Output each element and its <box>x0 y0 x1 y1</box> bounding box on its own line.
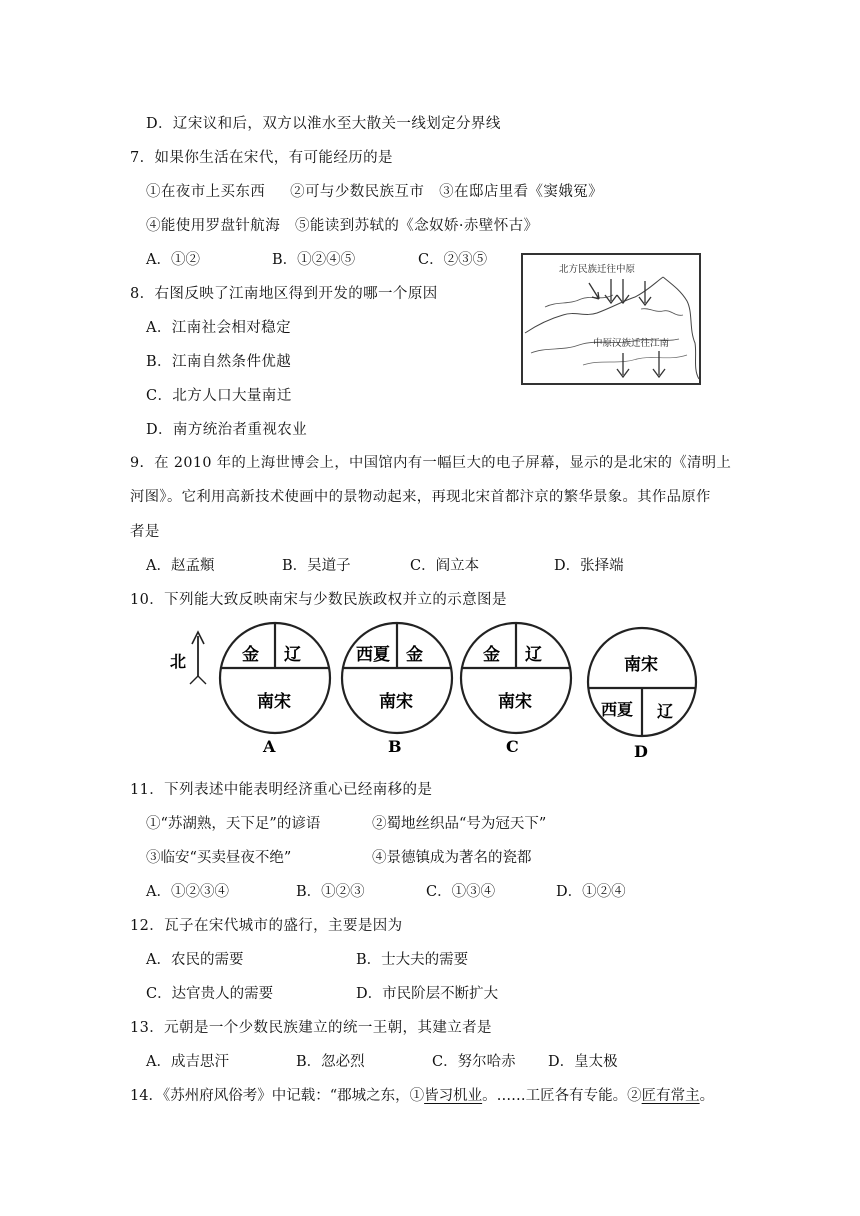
diagram-a-top-right: 辽 <box>284 645 301 665</box>
q14-text-pre: 14．《苏州府风俗考》中记载：“郡城之东，① <box>130 1088 425 1104</box>
regime-diagram <box>160 618 720 758</box>
diagram-b <box>342 623 452 756</box>
q12-option-c: C．达官贵人的需要 <box>146 986 274 1002</box>
diagram-b-top-left: 西夏 <box>356 645 390 665</box>
north-label: 北 <box>170 652 187 671</box>
q10-stem: 10．下列能大致反映南宋与少数民族政权并立的示意图是 <box>130 592 507 608</box>
q12-option-b: B．士大夫的需要 <box>356 952 469 968</box>
diagram-d-bottom-left: 西夏 <box>601 700 634 719</box>
q9-option-a: A．赵孟頫 <box>146 558 215 574</box>
map-south-label: 中原汉族迁往江南 <box>593 338 670 349</box>
diagram-a-bottom: 南宋 <box>257 692 291 712</box>
diagram-b-bottom: 南宋 <box>379 692 413 712</box>
q11-item-1: ①“苏湖熟，天下足”的谚语 <box>146 816 321 832</box>
q14-text-mid: 。……工匠各有专能。② <box>482 1088 642 1104</box>
diagram-a <box>220 623 330 756</box>
q7-items-1: ①在夜市上买东西 ②可与少数民族互市 ③在邸店里看《窦娥冤》 <box>146 184 604 200</box>
q13-stem: 13．元朝是一个少数民族建立的统一王朝，其建立者是 <box>130 1020 492 1036</box>
q12-stem: 12．瓦子在宋代城市的盛行，主要是因为 <box>130 918 403 934</box>
q11-option-a: A．①②③④ <box>146 884 229 900</box>
diagram-a-top-left: 金 <box>242 645 259 665</box>
q8-option-a: A．江南社会相对稳定 <box>146 320 291 336</box>
q9-stem-3: 者是 <box>130 524 160 540</box>
diagram-d <box>588 628 696 758</box>
q6-option-d: D．辽宋议和后，双方以淮水至大散关一线划定分界线 <box>146 116 501 132</box>
q11-option-b: B．①②③ <box>296 884 365 900</box>
q13-option-b: B．忽必烈 <box>296 1054 365 1070</box>
diagram-b-top-right: 金 <box>406 645 423 665</box>
q7-stem: 7．如果你生活在宋代，有可能经历的是 <box>130 150 393 166</box>
q8-option-c: C．北方人口大量南迁 <box>146 388 292 404</box>
q11-stem: 11．下列表述中能表明经济重心已经南移的是 <box>130 782 433 798</box>
q13-option-d: D．皇太极 <box>548 1054 618 1070</box>
q9-option-b: B．吴道子 <box>282 558 351 574</box>
q7-items-2: ④能使用罗盘针航海 ⑤能读到苏轼的《念奴娇·赤壁怀古》 <box>146 218 539 234</box>
q14-stem <box>130 1084 714 1105</box>
q12-option-a: A．农民的需要 <box>146 952 244 968</box>
q9-option-d: D．张择端 <box>554 558 624 574</box>
q7-option-a: A．①② <box>146 252 200 268</box>
diagram-d-bottom-right: 辽 <box>657 702 674 721</box>
diagram-c-top-left: 金 <box>483 645 500 665</box>
q9-stem-2: 河图》。它利用高新技术使画中的景物动起来，再现北宋首都汴京的繁华景象。其作品原作 <box>130 489 711 505</box>
q11-item-3: ③临安“买卖昼夜不绝” <box>146 850 292 866</box>
map-north-label: 北方民族迁往中原 <box>559 264 636 275</box>
q13-option-a: A．成吉思汗 <box>146 1054 229 1070</box>
q14-underline-1: 皆习机业 <box>424 1088 483 1104</box>
q14-text-end: 。 <box>699 1088 715 1104</box>
q14-underline-2: 匠有常主 <box>641 1088 700 1104</box>
q11-item-2: ②蜀地丝织品“号为冠天下” <box>372 816 547 832</box>
north-arrow-icon <box>190 632 206 684</box>
q11-option-c: C．①③④ <box>426 884 496 900</box>
diagram-a-label: A <box>263 737 276 756</box>
q11-item-4: ④景德镇成为著名的瓷都 <box>372 850 532 866</box>
q12-option-d: D．市民阶层不断扩大 <box>356 986 499 1002</box>
migration-map <box>521 253 701 385</box>
q9-stem-1: 9．在 2010 年的上海世博会上，中国馆内有一幅巨大的电子屏幕，显示的是北宋的《清明上 <box>130 455 732 471</box>
q8-option-d: D．南方统治者重视农业 <box>146 422 308 438</box>
diagram-b-label: B <box>388 737 402 756</box>
q13-option-c: C．努尔哈赤 <box>432 1054 516 1070</box>
diagram-c-bottom: 南宋 <box>498 692 532 712</box>
q8-stem: 8．右图反映了江南地区得到开发的哪一个原因 <box>130 286 438 302</box>
q7-option-b: B．①②④⑤ <box>272 252 356 268</box>
q8-option-b: B．江南自然条件优越 <box>146 354 292 370</box>
diagram-c-top-right: 辽 <box>525 645 542 665</box>
q11-option-d: D．①②④ <box>556 884 626 900</box>
diagram-c-label: C <box>506 737 519 756</box>
diagram-c <box>461 623 571 756</box>
q9-option-c: C．阎立本 <box>410 558 480 574</box>
diagram-d-top: 南宋 <box>624 655 658 675</box>
q7-option-c: C．②③⑤ <box>418 252 488 268</box>
diagram-d-label: D <box>634 742 648 758</box>
